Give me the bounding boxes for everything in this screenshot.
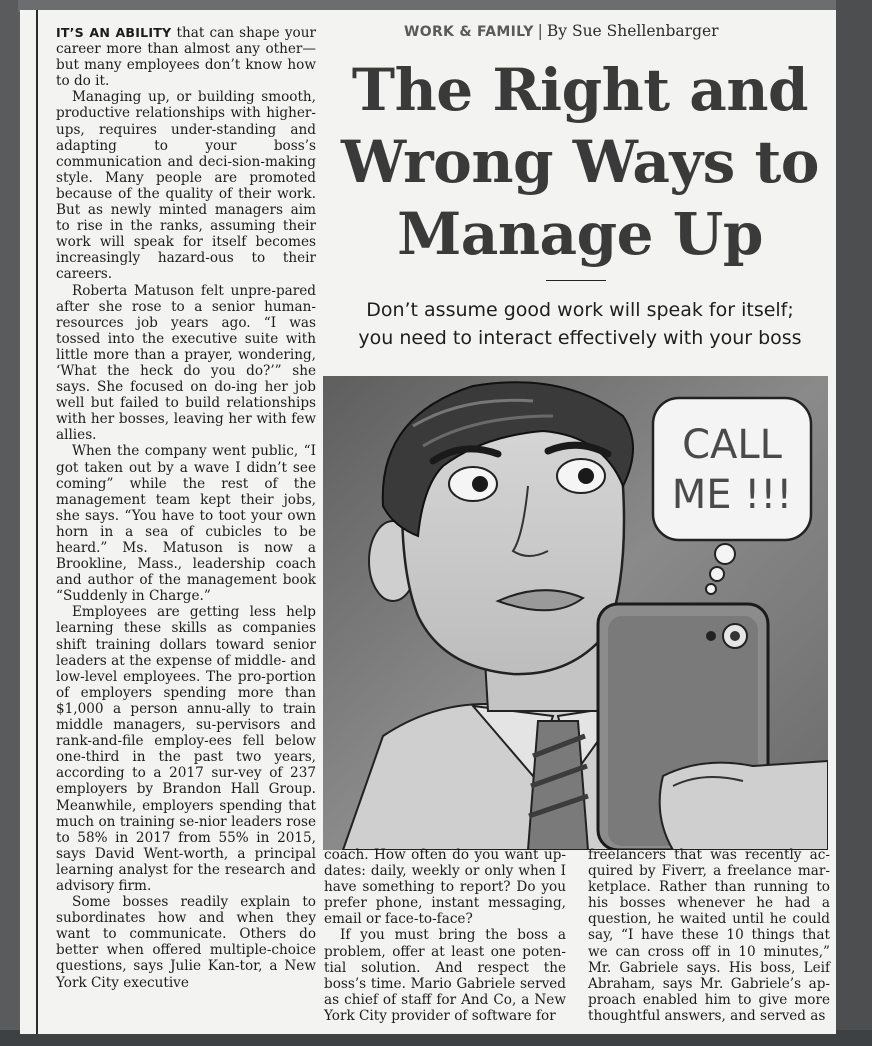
scan-frame-left [0,0,18,1046]
body-paragraph: Managing up, or building smooth, productive relationships with higher-ups, requires under-standing and adapting to your boss’s communication and deci-sion-making style. Many people are promoted because of the quality of their work. But as newly minted managers aim to rise in the ranks, assuming their work will speak for itself becomes increasingly hazard-ous to their careers. [56,89,316,283]
headline-line: Manage Up [397,200,763,268]
headline-line: The Right and [351,56,809,124]
deck-line: Don’t assume good work will speak for itself; [366,299,794,321]
article-column-2 [324,847,566,1024]
scan-frame-right [836,0,872,1046]
illustration-drawing [323,376,828,850]
lead-paragraph [56,25,316,89]
newspaper-page [20,10,836,1034]
article-column-1 [56,25,316,991]
body-paragraph: Some bosses readily explain to subordinates how and when they want to communicate. Others do better when offered multiple-choice questions, says Julie Kan-tor, a New York City executive [56,894,316,991]
headline-line: Wrong Ways to [341,128,819,196]
body-paragraph: If you must bring the boss a problem, offer at least one poten-tial solution. And respect the boss’s time. Mario Gabriele served as chief of staff for And Co, a New York City provider of software for [324,927,566,1024]
body-paragraph: freelancers that was recently ac-quired by Fiverr, a freelance mar-ketplace. Rather than running to his bosses whenever he had a question, he waited until he could say, “I have these 10 things that we can cross off in 10 minutes,” Mr. Gabriele says. His boss, Leif Abraham, says Mr. Gabriele’s ap-proach enabled him to give more thoughtful answers, and served as [588,847,830,1024]
kicker-separator: | [537,22,543,40]
body-paragraph: Roberta Matuson felt unpre-pared after she rose to a senior human-resources job years ago. “I was tossed into the executive suite with little more than a prayer, wondering, ‘What the heck do you do?’” she says. She focused on do-ing her job well but failed to build relationships with her bosses, leaving her with few allies. [56,282,316,444]
body-paragraph: When the company went public, “I got taken out by a wave I didn’t see coming” while the rest of the management team kept their jobs, she says. “You have to toot your own horn in a sea of cubicles to be heard.” Ms. Matuson is now a Brookline, Mass., leadership coach and author of the management book “Suddenly in Charge.” [56,443,316,605]
speech-bubble-text-line: ME !!! [671,472,793,518]
body-paragraph: Employees are getting less help learning these skills as companies shift training dollars toward senior leaders at the expense of middle- and low-level employees. The pro-portion of employers spending more than $1,000 a person annu-ally to train middle managers, su-pervisors and rank-and-file employ-ees fell below one-third in the past two years, according to a 2017 sur-vey of 237 employers by Brandon Hall Group. Meanwhile, employers spending that much on training se-nior leaders rose to 58% in 2017 from 55% in 2015, says David Went-worth, a principal learning analyst for the research and advisory firm. [56,604,316,894]
byline: By Sue Shellenbarger [546,22,719,40]
section-label: WORK & FAMILY [404,24,534,40]
speech-bubble-text-line: CALL [682,422,782,468]
illustration-man-with-phone [323,376,828,850]
headline-divider [546,280,606,281]
column-rule [36,10,38,1034]
lead-in-caps: IT’S AN ABILITY [56,25,172,40]
headline [330,54,830,270]
deck-line: you need to interact effectively with your boss [358,327,802,349]
section-kicker [404,22,719,40]
lead-text: that can shape your career more than almost any other—but many employees don’t know how to do it. [56,25,316,90]
article-column-3 [588,847,830,1024]
body-paragraph: coach. How often do you want up-dates: daily, weekly or only when I have something to report? Do you prefer phone, instant messaging, email or face-to-face? [324,847,566,928]
deck [330,296,830,352]
